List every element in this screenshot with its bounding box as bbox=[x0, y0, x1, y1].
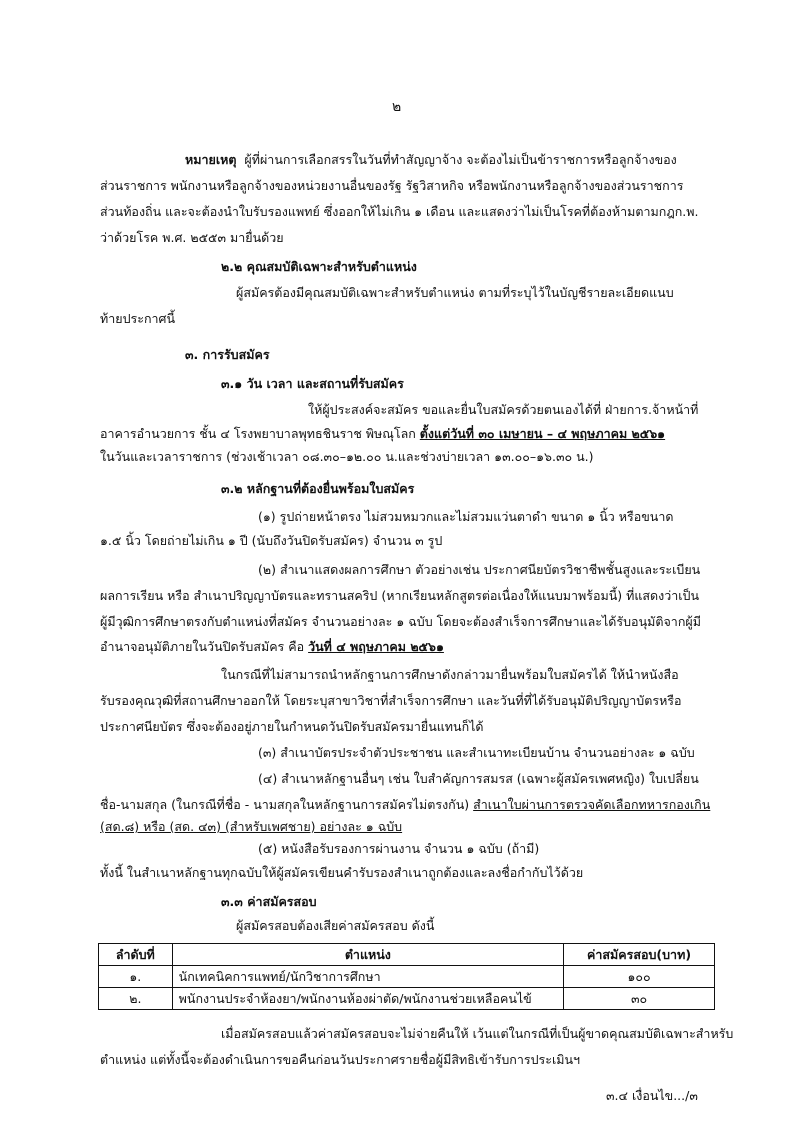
header-order: ลำดับที่ bbox=[99, 944, 173, 966]
row-position: นักเทคนิคการแพทย์/นักวิชาการศึกษา bbox=[172, 966, 563, 988]
remark-line-3: ส่วนท้องถิ่น และจะต้องนำใบรับรองแพทย์ ซึ่งออกให้ไม่เกิน ๑ เดือน และแสดงว่าไม่เป็นโรคที่ต้องห้ามตามกฎก.พ. bbox=[100, 204, 699, 219]
item-2-line-1: (๒) สำเนาแสดงผลการศึกษา ตัวอย่างเช่น ประกาศนียบัตรวิชาชีพชั้นสูงและระเบียน bbox=[258, 562, 701, 577]
item-1-line-1: (๑) รูปถ่ายหน้าตรง ไม่สวมหมวกและไม่สวมแว่นตาดำ ขนาด ๑ นิ้ว หรือขนาด bbox=[258, 509, 674, 524]
section-3-1-location: อาคารอำนวยการ ชั้น ๔ โรงพยาบาลพุทธชินราช พิษณุโลก bbox=[100, 426, 420, 441]
fee-table bbox=[98, 943, 715, 1010]
item-2-line-4-text: อำนาจอนุมัติภายในวันปิดรับสมัคร คือ bbox=[100, 639, 309, 654]
continuation-ref: ๓.๔ เงื่อนไข.../๓ bbox=[606, 1088, 698, 1103]
remark-line-2: ส่วนราชการ พนักงานหรือลูกจ้างของหน่วยงานอื่นของรัฐ รัฐวิสาหกิจ หรือพนักงานหรือลูกจ้างของส่วนราชการ bbox=[100, 178, 684, 193]
section-3-3-text: ผู้สมัครสอบต้องเสียค่าสมัครสอบ ดังนี้ bbox=[236, 918, 435, 933]
section-3-heading: ๓. การรับสมัคร bbox=[185, 347, 270, 362]
item-2-line-3: ผู้มีวุฒิการศึกษาตรงกับตำแหน่งที่สมัคร จำนวนอย่างละ ๑ ฉบับ โดยจะต้องสำเร็จการศึกษาและได้รับอนุมัติจากผู้มี bbox=[100, 614, 701, 629]
row-order: ๒. bbox=[99, 988, 173, 1010]
fee-table-header bbox=[99, 944, 715, 966]
section-3-1-text-1: ให้ผู้ประสงค์จะสมัคร ขอและยื่นใบสมัครด้วยตนเองได้ที่ ฝ่ายการ.จ้าหน้าที่ bbox=[308, 402, 699, 417]
item-2-line-4 bbox=[100, 638, 444, 656]
item-2-note-2: รับรองคุณวุฒิที่สถานศึกษาออกให้ โดยระบุสาขาวิชาที่สำเร็จการศึกษา และวันที่ที่ได้รับอนุมัติปริญญาบัตรหรือ bbox=[100, 693, 682, 708]
header-fee: ค่าสมัครสอบ(บาท) bbox=[564, 944, 715, 966]
section-3-2-closing: ทั้งนี้ ในสำเนาหลักฐานทุกฉบับให้ผู้สมัครเขียนคำรับรองสำเนาถูกต้องและลงชื่อกำกับไว้ด้วย bbox=[100, 865, 584, 880]
closing-date: วันที่ ๔ พฤษภาคม ๒๕๖๑ bbox=[308, 639, 444, 654]
item-2-line-2: ผลการเรียน หรือ สำเนาปริญญาบัตรและทรานสคริป (หากเรียนหลักสูตรต่อเนื่องให้แนบมาพร้อมนี้) ที่แสดงว่าเป็น bbox=[100, 588, 700, 603]
section-3-1-text-2 bbox=[100, 425, 665, 443]
refund-text-2: ตำแหน่ง แต่ทั้งนี้จะต้องดำเนินการขอคืนก่อนวันประกาศรายชื่อผู้มีสิทธิเข้ารับการประเมินฯ bbox=[100, 1052, 581, 1067]
remark-text-1: ผู้ที่ผ่านการเลือกสรรในวันที่ทำสัญญาจ้าง จะต้องไม่เป็นข้าราชการหรือลูกจ้างของ bbox=[244, 152, 677, 167]
remark-line-4: ว่าด้วยโรค พ.ศ. ๒๕๕๓ มายื่นด้วย bbox=[100, 230, 284, 245]
section-3-2-heading: ๓.๒ หลักฐานที่ต้องยื่นพร้อมใบสมัคร bbox=[221, 481, 415, 496]
item-2-note-3: ประกาศนียบัตร ซึ่งจะต้องอยู่ภายในกำหนดวันปิดรับสมัครมายื่นแทนก็ได้ bbox=[100, 719, 484, 734]
page-number: ๒ bbox=[392, 99, 402, 115]
military-doc-note: สำเนาใบผ่านการตรวจคัดเลือกทหารกองเกิน bbox=[473, 797, 711, 812]
item-4-line-2-text: ชื่อ-นามสกุล (ในกรณีที่ชื่อ - นามสกุลในหลักฐานการสมัครไม่ตรงกัน) bbox=[100, 797, 474, 812]
section-3-1-text-3: ในวันและเวลาราชการ (ช่วงเช้าเวลา ๐๘.๓๐–๑๒.๐๐ น.และช่วงบ่ายเวลา ๑๓.๐๐–๑๖.๓๐ น.) bbox=[100, 449, 594, 464]
item-2-note-1: ในกรณีที่ไม่สามารถนำหลักฐานการศึกษาดังกล่าวมายื่นพร้อมใบสมัครได้ ให้นำหนังสือ bbox=[221, 667, 679, 682]
section-2-2-text-2: ท้ายประกาศนี้ bbox=[100, 311, 176, 326]
application-period: ตั้งแต่วันที่ ๓๐ เมษายน – ๔ พฤษภาคม ๒๕๖๑ bbox=[419, 426, 666, 441]
refund-text-1: เมื่อสมัครสอบแล้วค่าสมัครสอบจะไม่จ่ายคืนให้ เว้นแต่ในกรณีที่เป็นผู้ขาดคุณสมบัติเฉพาะสำหรับ bbox=[221, 1026, 734, 1041]
item-3: (๓) สำเนาบัตรประจำตัวประชาชน และสำเนาทะเบียนบ้าน จำนวนอย่างละ ๑ ฉบับ bbox=[258, 745, 695, 760]
item-4-line-1: (๔) สำเนาหลักฐานอื่นๆ เช่น ใบสำคัญการสมรส (เฉพาะผู้สมัครเพศหญิง) ใบเปลี่ยน bbox=[258, 771, 699, 786]
item-1-line-2: ๑.๕ นิ้ว โดยถ่ายไม่เกิน ๑ ปี (นับถึงวันปิดรับสมัคร) จำนวน ๓ รูป bbox=[100, 533, 443, 548]
row-position: พนักงานประจำห้องยา/พนักงานห้องผ่าตัด/พนักงานช่วยเหลือคนไข้ bbox=[172, 988, 563, 1010]
table-row bbox=[99, 966, 715, 988]
header-position: ตำแหน่ง bbox=[172, 944, 563, 966]
item-4-line-3: (สด.๘) หรือ (สด. ๔๓) (สำหรับเพศชาย) อย่างละ ๑ ฉบับ bbox=[100, 819, 403, 834]
row-order: ๑. bbox=[99, 966, 173, 988]
table-row bbox=[99, 988, 715, 1010]
row-fee: ๓๐ bbox=[564, 988, 715, 1010]
section-2-2-heading: ๒.๒ คุณสมบัติเฉพาะสำหรับตำแหน่ง bbox=[221, 259, 417, 274]
item-4-line-2 bbox=[100, 796, 710, 814]
item-5: (๕) หนังสือรับรองการผ่านงาน จำนวน ๑ ฉบับ (ถ้ามี) bbox=[258, 841, 540, 856]
section-3-1-heading: ๓.๑ วัน เวลา และสถานที่รับสมัคร bbox=[221, 376, 404, 391]
section-3-3-heading: ๓.๓ ค่าสมัครสอบ bbox=[221, 894, 317, 909]
remark-line-1 bbox=[185, 151, 677, 169]
section-2-2-text-1: ผู้สมัครต้องมีคุณสมบัติเฉพาะสำหรับตำแหน่ง ตามที่ระบุไว้ในบัญชีรายละเอียดแนบ bbox=[236, 285, 674, 300]
remark-label: หมายเหตุ bbox=[185, 152, 237, 167]
row-fee: ๑๐๐ bbox=[564, 966, 715, 988]
